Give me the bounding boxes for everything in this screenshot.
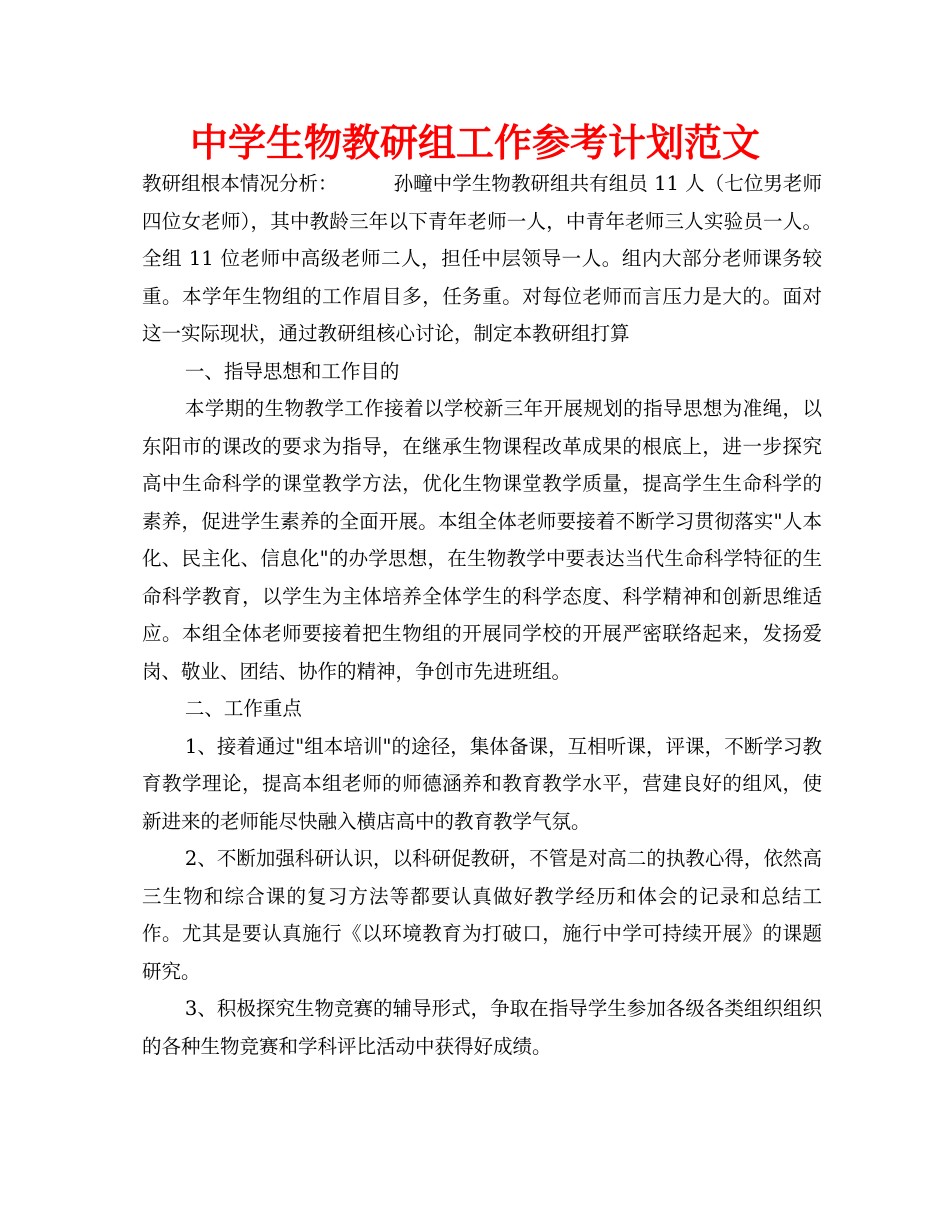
document-title: 中学生物教研组工作参考计划范文: [189, 121, 760, 165]
list-item-2: 2、不断加强科研认识，以科研促教研，不管是对高二的执教心得，依然高三生物和综合课的复习方法等都要认真做好教学经历和体会的记录和总结工作。尤其是要认真施行《以环境教育为打破口，施行中学可持续开展》的课题研究。: [142, 847, 822, 983]
intro-paragraph: [142, 165, 822, 353]
document-body: [142, 165, 822, 1065]
section2-heading: 二、工作重点: [184, 697, 302, 720]
section1-heading: 一、指导思想和工作目的: [184, 359, 400, 383]
intro-label: 教研组根本情况分析：: [142, 172, 338, 195]
list-item-3: 3、积极探究生物竞赛的辅导形式，争取在指导学生参加各级各类组织组织的各种生物竞赛和学科评比活动中获得好成绩。: [142, 997, 822, 1058]
section1-paragraph: 本学期的生物教学工作接着以学校新三年开展规划的指导思想为准绳，以东阳市的课改的要求为指导，在继承生物课程改革成果的根底上，进一步探究高中生命科学的课堂教学方法，优化生物课堂教学质量，提高学生生命科学的素养，促进学生素养的全面开展。本组全体老师要接着不断学习贯彻落实"人本化、民主化、信息化"的办学思想，在生物教学中要表达当代生命科学特征的生命科学教育，以学生为主体培养全体学生的科学态度、科学精神和创新思维适应。本组全体老师要接着把生物组的开展同学校的开展严密联络起来，发扬爱岗、敬业、团结、协作的精神，争创市先进班组。: [142, 397, 822, 683]
intro-text: 孙疃中学生物教研组共有组员 11 人（七位男老师四位女老师），其中教龄三年以下青年老师一人，中青年老师三人实验员一人。全组 11 位老师中高级老师二人，担任中层领导一人。组内大部分老师课务较重。本学年生物组的工作眉目多，任务重。对每位老师而言压力是大的。面对这一实际现状，通过教研组核心讨论，制定本教研组打算: [142, 172, 822, 345]
list-item-1: 1、接着通过"组本培训"的途径，集体备课，互相听课，评课，不断学习教育教学理论，提高本组老师的师德涵养和教育教学水平，营建良好的组风，使新进来的老师能尽快融入横店高中的教育教学气氛。: [142, 734, 822, 833]
